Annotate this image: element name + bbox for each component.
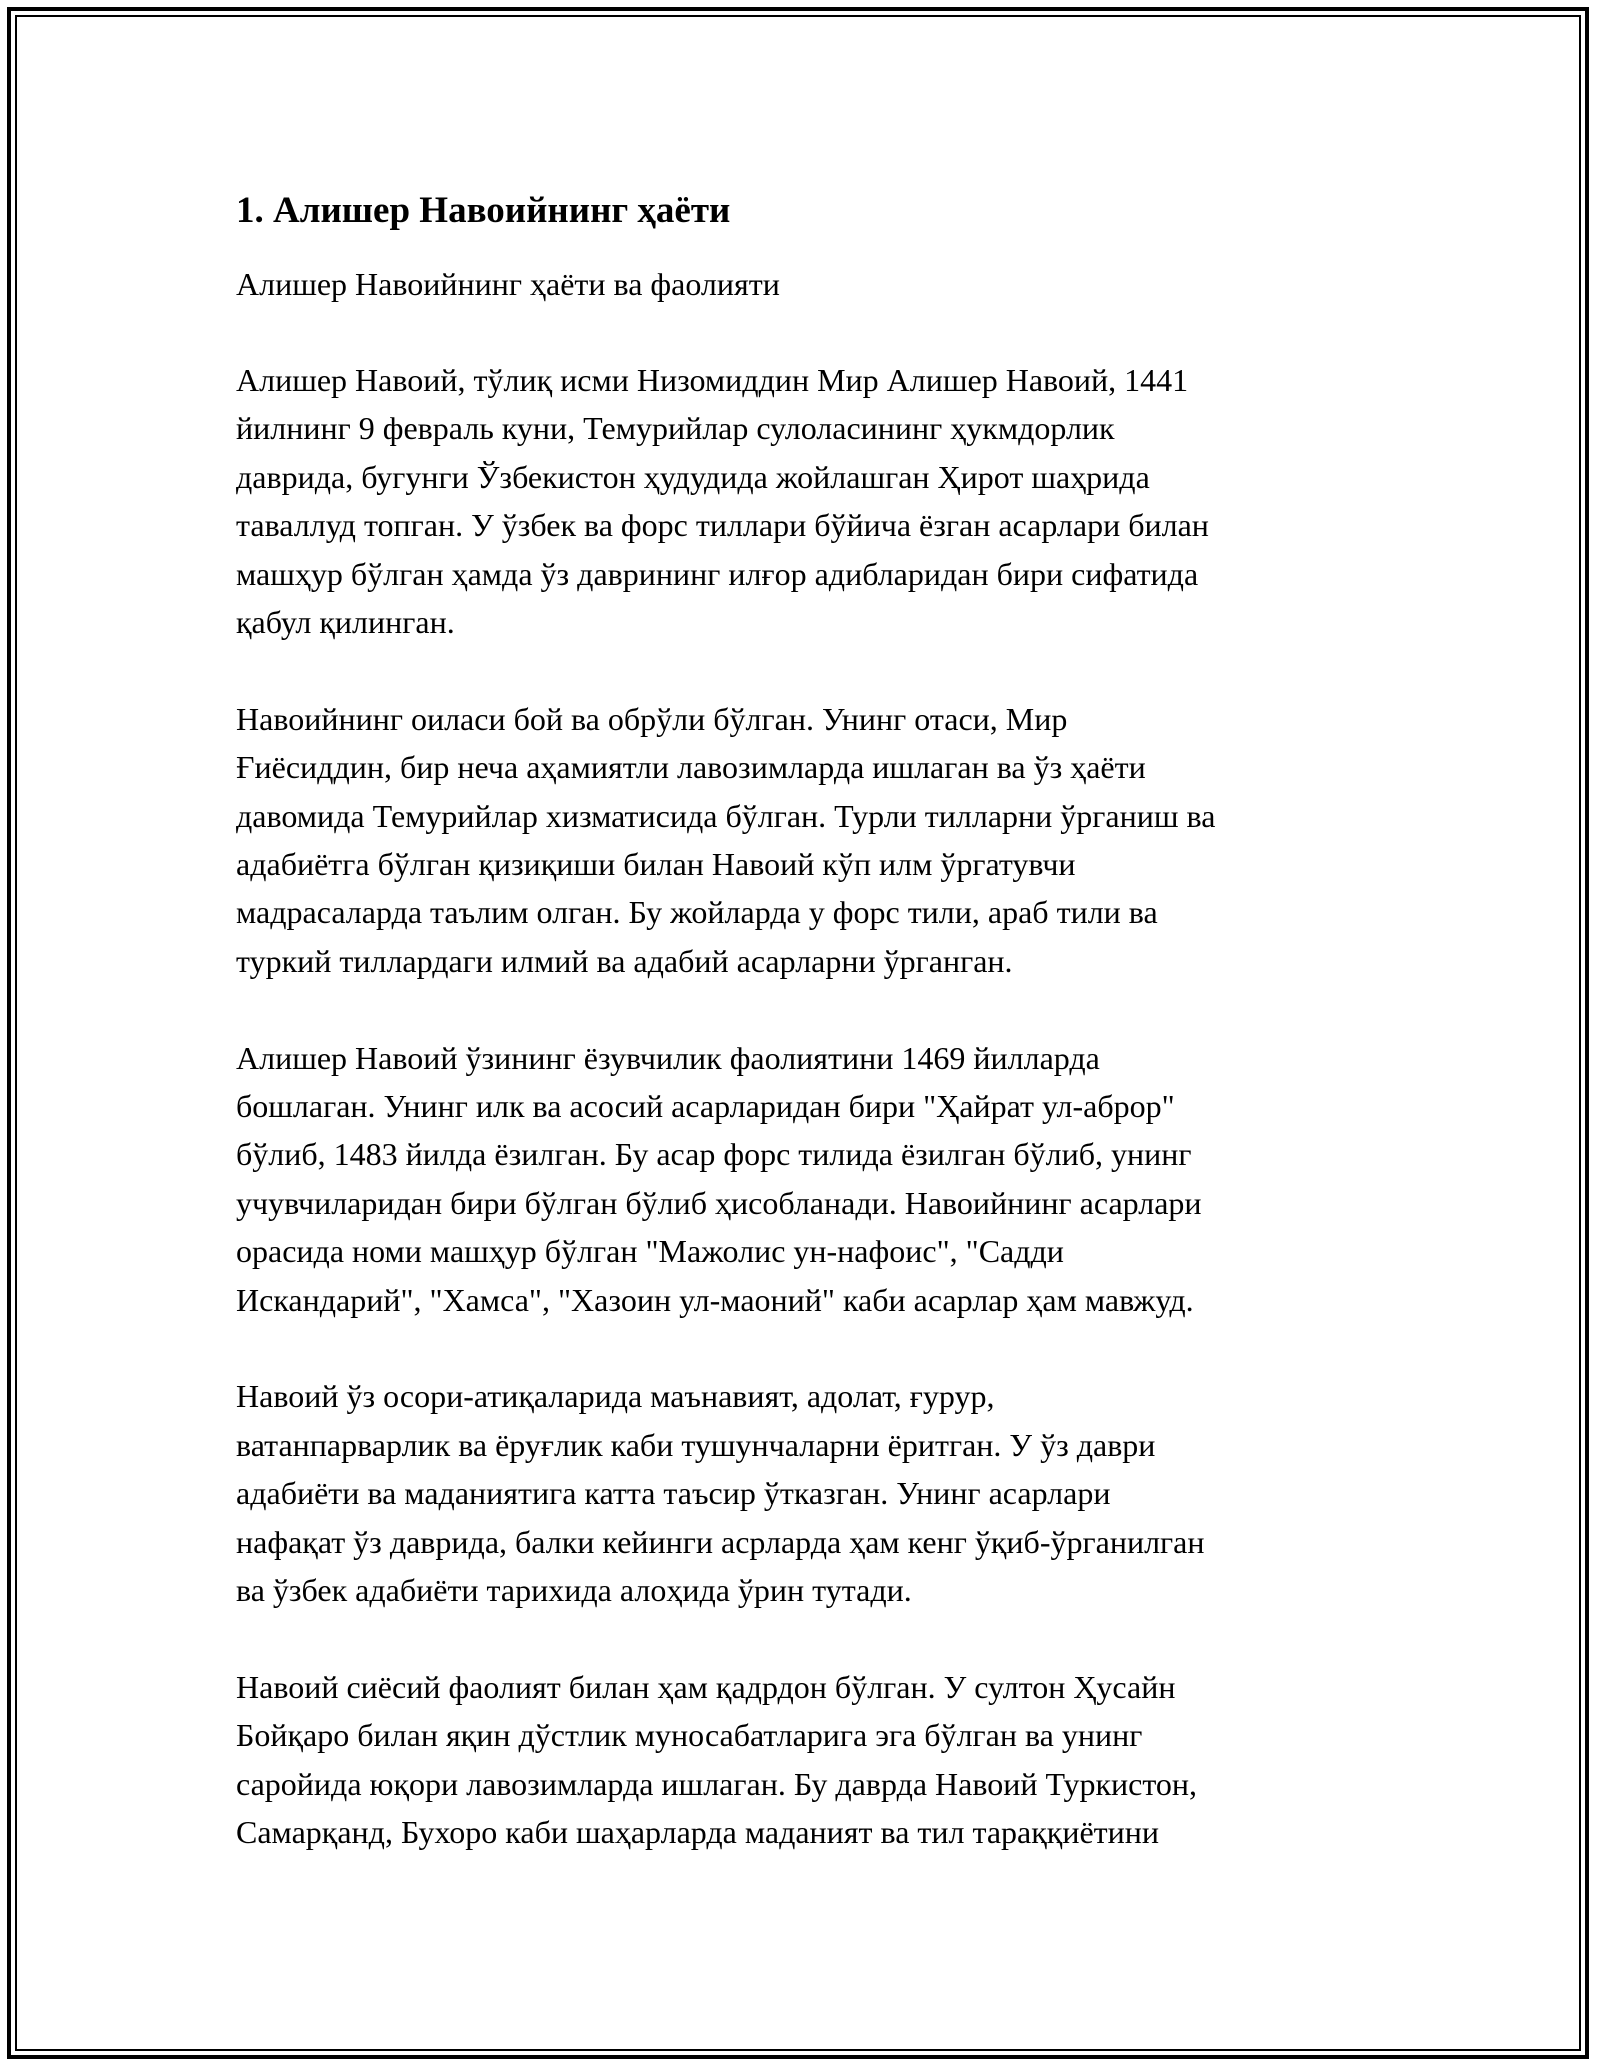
paragraph-1: Алишер Навоий, тўлиқ исми Низомиддин Мир Алишер Навоий, 1441 йилнинг 9 февраль куни, Темурийлар сулоласининг ҳукмдорлик даврида, бугунги Ўзбекистон ҳудудида жойлашган Ҳирот шаҳрида таваллуд топган. У ўзбек ва форс тиллари бўйича ёзган асарлари билан машҳур бўлган ҳамда ўз даврининг илғор адибларидан бири сифатида қабул қилинган. <box>236 362 1209 641</box>
document-subtitle: Алишер Навоийнинг ҳаёти ва фаолияти <box>236 266 780 302</box>
paragraph-3: Алишер Навоий ўзининг ёзувчилик фаолиятини 1469 йилларда бошлаган. Унинг илк ва асосий асарларидан бири "Ҳайрат ул-аброр" бўлиб, 1483 йилда ёзилган. Бу асар форс тилида ёзилган бўлиб, унинг учувчиларидан бири бўлган бўлиб ҳисобланади. Навоийнинг асарлари орасида номи машҳур бўлган "Мажолис ун-нафоис", "Садди Искандарий", "Хамса", "Хазоин ул-маоний" каби асарлар ҳам мавжуд. <box>236 1039 1202 1318</box>
document-body <box>236 186 1376 1905</box>
paragraph-2: Навоийнинг оиласи бой ва обрўли бўлган. Унинг отаси, Мир Ғиёсиддин, бир неча аҳамиятли лавозимларда ишлаган ва ўз ҳаёти давомида Темурийлар хизматисида бўлган. Турли тилларни ўрганиш ва адабиётга бўлган қизиқиши билан Навоий кўп илм ўргатувчи мадрасаларда таълим олган. Бу жойларда у форс тили, араб тили ва туркий тиллардаги илмий ва адабий асарларни ўрганган. <box>236 700 1216 979</box>
document-title: 1. Алишер Навоийнинг ҳаёти <box>236 190 731 231</box>
paragraph-5: Навоий сиёсий фаолият билан ҳам қадрдон бўлган. У султон Ҳусайн Бойқаро билан яқин дўстлик муносабатларига эга бўлган ва унинг саройида юқори лавозимларда ишлаган. Бу даврда Навоий Туркистон, Самарқанд, Бухоро каби шаҳарларда маданият ва тил тараққиётини <box>236 1668 1198 1851</box>
paragraph-4: Навоий ўз осори-атиқаларида маънавият, адолат, ғурур, ватанпарварлик ва ёруғлик каби тушунчаларни ёритган. У ўз даври адабиёти ва маданиятига катта таъсир ўтказган. Унинг асарлари нафақат ўз даврида, балки кейинги асрларда ҳам кенг ўқиб-ўрганилган ва ўзбек адабиёти тарихида алоҳида ўрин тутади. <box>236 1378 1205 1609</box>
